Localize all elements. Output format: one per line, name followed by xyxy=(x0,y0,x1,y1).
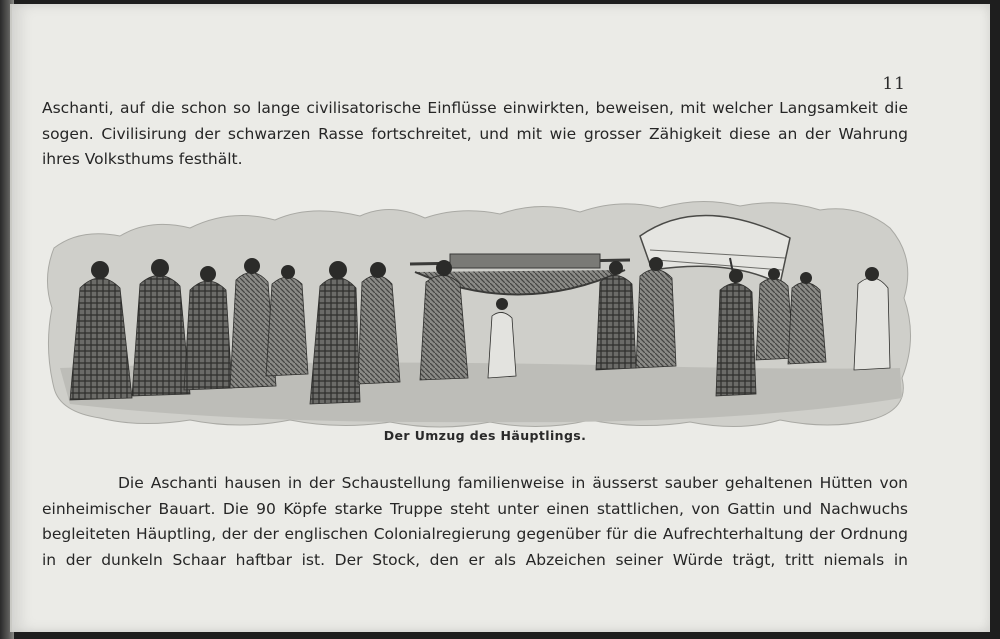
paragraph-intro xyxy=(42,96,908,173)
text-line: ihres Volksthums festhält. xyxy=(42,150,243,168)
text-line: begleiteten Häuptling, der der englischen Colonialregierung gegenüber für die Aufrechterhaltung der Ordnung xyxy=(42,525,908,543)
paragraph-body xyxy=(42,471,908,573)
text-line: sogen. Civilisirung der schwarzen Rasse fortschreitet, und mit wie grosser Zähigkeit diese an der Wahrung xyxy=(42,124,908,143)
text-line: Aschanti, auf die schon so lange civilisatorische Einflüsse einwirkten, beweisen, mit welcher Langsamkeit die xyxy=(42,99,908,117)
text-line: in der dunkeln Schaar haftbar ist. Der Stock, den er als Abzeichen seiner Würde trägt, tritt niemals in xyxy=(42,550,908,569)
illustration-caption: Der Umzug des Häuptlings. xyxy=(383,428,587,443)
page-number: 11 xyxy=(882,74,906,94)
text-line: Die Aschanti hausen in der Schaustellung familienweise in äusserst sauber gehaltenen Hütten von xyxy=(118,474,908,492)
text-line: einheimischer Bauart. Die 90 Köpfe starke Truppe steht unter einen stattlichen, von Gattin und Nachwuchs xyxy=(42,499,908,518)
procession-illustration xyxy=(40,198,920,430)
